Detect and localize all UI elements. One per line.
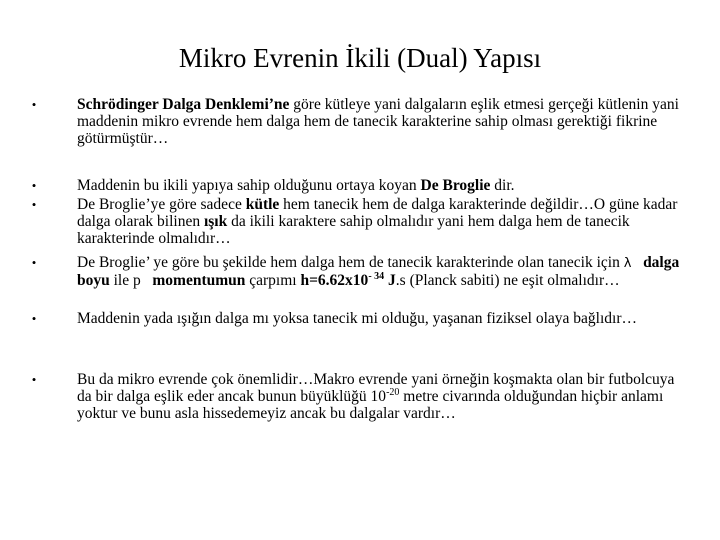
bullet-text (77, 254, 680, 289)
bullet-text (77, 196, 680, 247)
bold-term: De Broglie (420, 177, 491, 194)
slide-title: Mikro Evrenin İkili (Dual) Yapısı (178, 43, 542, 73)
bullet-icon: • (31, 372, 37, 387)
p-symbol: p (133, 272, 141, 289)
bullet-text (77, 310, 680, 327)
bold-term: momentumun (152, 272, 246, 289)
bullet-text (77, 371, 680, 422)
bold-term: kütle (245, 196, 280, 213)
text-run: Maddenin bu ikili yapıya sahip olduğunu ortaya koyan (77, 177, 421, 194)
text-run: Bu da mikro evrende çok önemlidir…Makro evrende yani örneğin koşmakta olan bir futbolcuya da bir dalga eşlik eder ancak bunun büyüklüğü 10 (77, 371, 675, 405)
bullet-icon: • (31, 311, 37, 326)
text-run: De Broglie’ye göre sadece (77, 196, 246, 213)
bold-term: dalga boyu (77, 254, 680, 289)
bullet-text (77, 177, 680, 194)
text-run: göre kütleye yani dalgaların eşlik etmesi gerçeği kütlenin yani maddenin mikro evrende hem dalga hem de tanecik karakterine sahip olması gerektiği fikrine götürmüştür… (77, 96, 679, 147)
bold-term: ışık (203, 213, 228, 230)
text-run: da ikili karaktere sahip olmalıdır yani hem dalga hem de tanecik karakterinde olmalıdır… (77, 213, 630, 247)
text-run: dir. (490, 177, 515, 194)
text-run: ile (109, 272, 133, 289)
bullet-icon: • (31, 255, 37, 270)
planck-equation: h=6.62x10 (300, 272, 369, 289)
text-run: De Broglie’ ye göre bu şekilde hem dalga hem de tanecik karakterinde olan tanecik için (77, 254, 624, 271)
planck-unit: J (384, 272, 396, 289)
text-run: Maddenin yada ışığın dalga mı yoksa tanecik mi olduğu, yaşanan fiziksel olaya bağlıdır… (77, 310, 638, 327)
bold-term: Schrödinger Dalga Denklemi’ne (77, 96, 290, 113)
text-run: .s (Planck sabiti) ne eşit olmalıdır… (395, 272, 620, 289)
bullet-icon: • (31, 197, 37, 212)
text-run: metre civarında olduğundan hiçbir anlamı yoktur ve bunu asla hissedemeyiz ancak bu dalgalar vardır… (77, 388, 664, 422)
text-run: hem tanecik hem de dalga karakterinde değildir…O güne kadar dalga olarak bilinen (77, 196, 678, 230)
planck-exponent: - 34 (368, 271, 385, 282)
bullet-text (77, 96, 680, 147)
text-run: çarpımı (245, 272, 301, 289)
bullet-icon: • (31, 97, 37, 112)
bullet-icon: • (31, 178, 37, 193)
lambda-symbol: λ (623, 256, 632, 271)
exponent: -20 (386, 387, 400, 398)
